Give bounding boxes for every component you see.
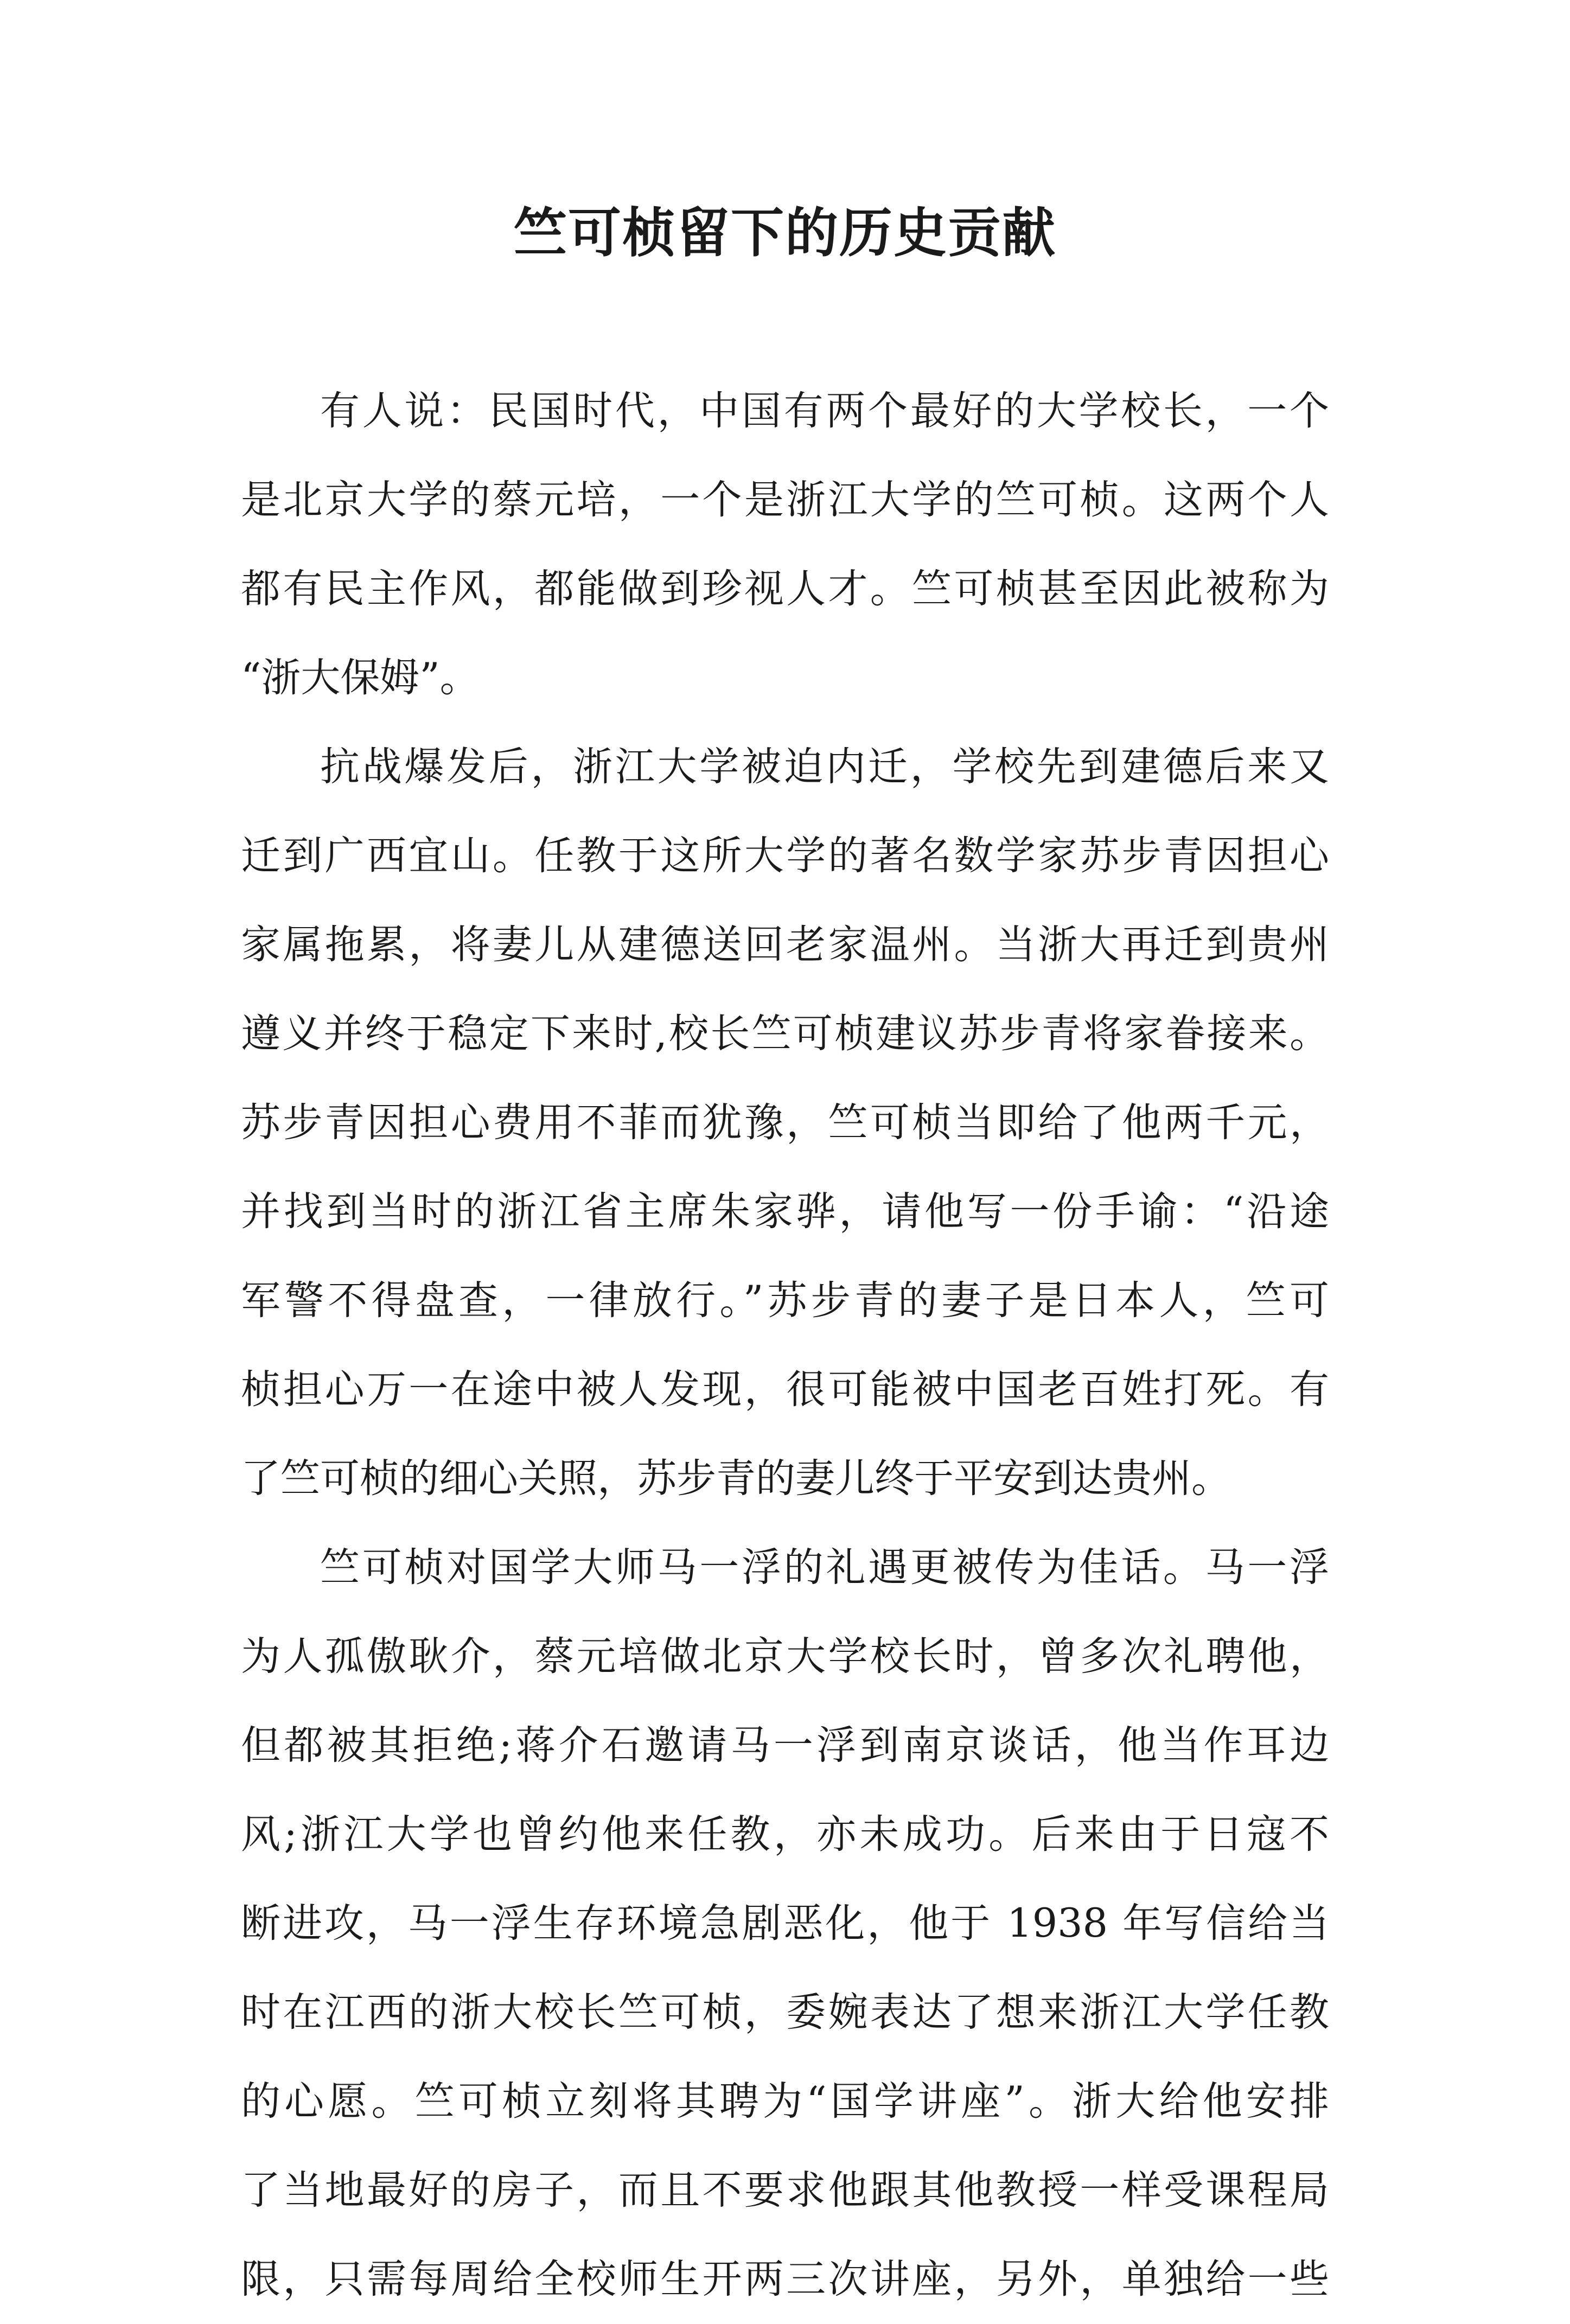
- body-line: 家属拖累，将妻儿从建德送回老家温州。当浙大再迁到贵州: [241, 922, 1329, 968]
- body-line: 为人孤傲耿介，蔡元培做北京大学校长时，曾多次礼聘他，: [241, 1633, 1329, 1680]
- body-line: 都有民主作风，都能做到珍视人才。竺可桢甚至因此被称为: [241, 566, 1329, 612]
- body-line: 是北京大学的蔡元培，一个是浙江大学的竺可桢。这两个人: [241, 477, 1329, 523]
- body-line: 桢担心万一在途中被人发现，很可能被中国老百姓打死。有: [241, 1367, 1329, 1413]
- body-line: 抗战爆发后，浙江大学被迫内迁，学校先到建德后来又: [320, 744, 1329, 790]
- body-line: 的心愿。竺可桢立刻将其聘为“国学讲座”。浙大给他安排: [241, 2078, 1329, 2124]
- body-line: 时在江西的浙大校长竺可桢，委婉表达了想来浙江大学任教: [241, 1989, 1329, 2035]
- body-line: 但都被其拒绝;蒋介石邀请马一浮到南京谈话，他当作耳边: [241, 1722, 1329, 1768]
- body-line: 并找到当时的浙江省主席朱家骅，请他写一份手谕：“沿途: [241, 1189, 1329, 1235]
- body-line: 竺可桢对国学大师马一浮的礼遇更被传为佳话。马一浮: [320, 1544, 1329, 1591]
- body-line: 军警不得盘查，一律放行。”苏步青的妻子是日本人，竺可: [241, 1278, 1329, 1324]
- body-line: 断进攻，马一浮生存环境急剧恶化，他于 1938 年写信给当: [241, 1900, 1329, 1946]
- body-line: 苏步青因担心费用不菲而犹豫，竺可桢当即给了他两千元，: [241, 1100, 1329, 1146]
- body-line: 有人说：民国时代，中国有两个最好的大学校长，一个: [320, 388, 1329, 434]
- document-body: [241, 367, 1329, 2324]
- body-line: 迁到广西宜山。任教于这所大学的著名数学家苏步青因担心: [241, 833, 1329, 879]
- body-line: 遵义并终于稳定下来时,校长竺可桢建议苏步青将家眷接来。: [241, 1011, 1329, 1057]
- body-line: 风;浙江大学也曾约他来任教，亦未成功。后来由于日寇不: [241, 1811, 1329, 1857]
- body-line: 了当地最好的房子，而且不要求他跟其他教授一样受课程局: [241, 2167, 1329, 2213]
- body-line: 限，只需每周给全校师生开两三次讲座，另外，单独给一些: [241, 2256, 1329, 2302]
- body-line: “浙大保姆”。: [241, 655, 480, 701]
- body-line: 了竺可桢的细心关照，苏步青的妻儿终于平安到达贵州。: [241, 1455, 1231, 1502]
- document-title: 竺可桢留下的历史贡献: [513, 202, 1056, 264]
